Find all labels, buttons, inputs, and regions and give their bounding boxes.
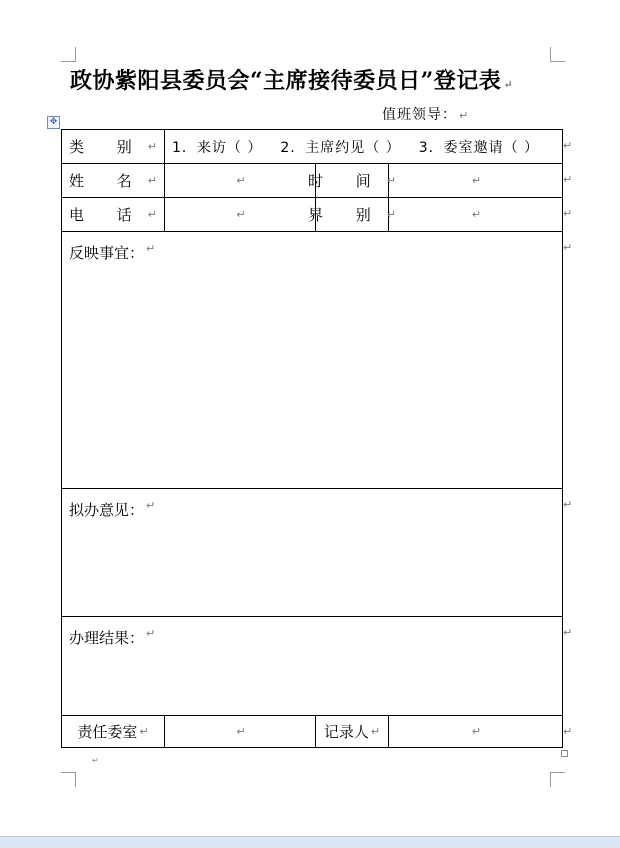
paragraph-mark: ↵	[503, 78, 514, 91]
category-label-cell: 类 别 ↵	[69, 138, 157, 156]
end-of-row-mark: ↵	[563, 207, 573, 220]
option-visit[interactable]: 1．来访（ ）	[172, 139, 263, 156]
duty-leader-label: 值班领导：	[382, 107, 457, 123]
time-label-cell: 时 间 ↵	[308, 172, 396, 190]
recorder-label-cell: 记录人 ↵	[323, 723, 381, 741]
issue-label: 反映事宜：	[69, 244, 145, 262]
end-of-row-mark: ↵	[563, 241, 573, 254]
responsible-office-label-cell: 责任委室 ↵	[77, 723, 149, 741]
phone-label-cell: 电 话 ↵	[69, 206, 157, 224]
option-chair-invite[interactable]: 2．主席约见（ ）	[280, 139, 401, 156]
proposal-label: 拟办意见：	[69, 501, 145, 519]
crop-mark-bottom-left	[61, 772, 76, 787]
end-of-row-mark: ↵	[563, 626, 573, 639]
end-of-row-mark: ↵	[563, 173, 573, 186]
option-office-invite[interactable]: 3．委室邀请（ ）	[418, 139, 540, 156]
table-move-handle-icon[interactable]: ✥	[47, 116, 60, 129]
responsible-office-value-cell[interactable]: ↵	[236, 725, 246, 738]
table-resize-handle[interactable]	[561, 750, 568, 757]
issue-cell[interactable]: 反映事宜： ↵	[69, 242, 156, 262]
result-label: 办理结果：	[69, 629, 145, 647]
paragraph-mark: ↵	[92, 756, 99, 765]
window-bottom-edge	[0, 836, 620, 848]
end-of-row-mark: ↵	[563, 725, 573, 738]
table-border-right	[562, 129, 563, 748]
registration-table	[61, 129, 573, 748]
phone-value-cell[interactable]: ↵	[236, 208, 246, 221]
recorder-value-cell[interactable]: ↵	[471, 725, 482, 738]
category-options-cell[interactable]	[165, 130, 562, 163]
sector-label-cell: 界 别 ↵	[308, 206, 396, 224]
crop-mark-top-left	[61, 47, 76, 62]
proposal-cell[interactable]: 拟办意见： ↵	[69, 499, 156, 519]
paragraph-mark: ↵	[459, 109, 470, 122]
name-label-cell: 姓 名 ↵	[69, 172, 157, 190]
result-cell[interactable]: 办理结果： ↵	[69, 627, 156, 647]
end-of-row-mark: ↵	[563, 139, 573, 152]
crop-mark-bottom-right	[550, 772, 565, 787]
document-title: 政协紫阳县委员会“主席接待委员日”登记表 ↵	[70, 68, 514, 94]
duty-leader-line[interactable]	[382, 104, 469, 124]
table-border-bottom	[61, 747, 563, 748]
name-value-cell[interactable]: ↵	[236, 174, 246, 187]
time-value-cell[interactable]: ↵	[471, 174, 482, 187]
sector-value-cell[interactable]: ↵	[471, 208, 482, 221]
crop-mark-top-right	[550, 47, 565, 62]
end-of-row-mark: ↵	[563, 498, 573, 511]
